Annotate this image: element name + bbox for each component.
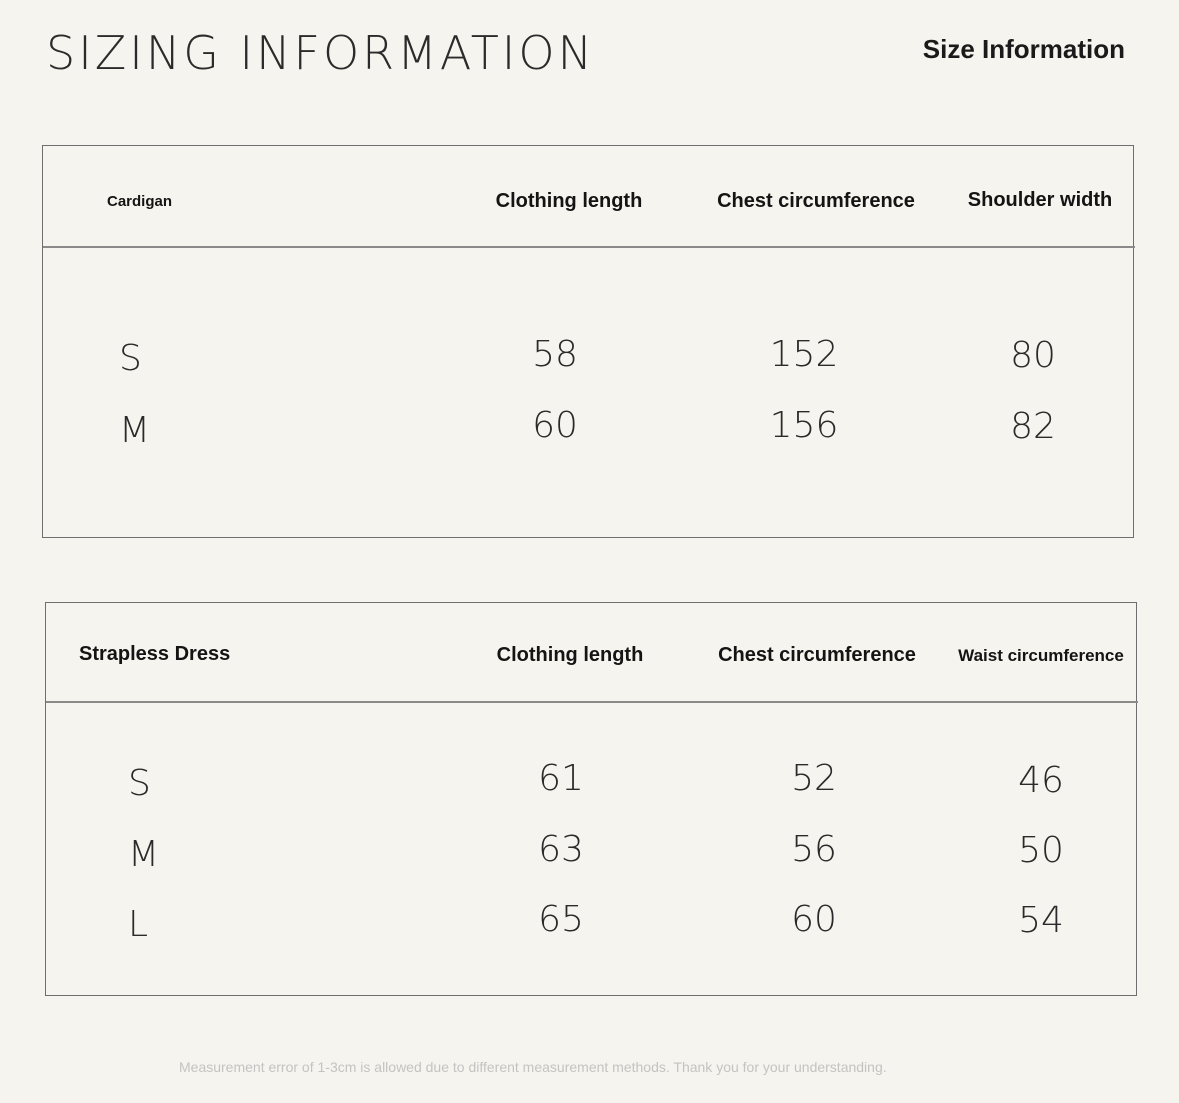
table-cell: 52 <box>791 758 837 799</box>
column-header: Shoulder width <box>967 189 1113 211</box>
size-label: S <box>119 338 142 379</box>
table-cell: 56 <box>791 829 837 870</box>
page-subtitle: Size Information <box>922 34 1125 64</box>
table-cell: 60 <box>791 899 837 940</box>
table-cell: 80 <box>1010 335 1056 376</box>
size-label: M <box>128 834 160 875</box>
page-title: SIZING INFORMATION <box>46 26 595 80</box>
table-cell: 54 <box>1018 900 1064 941</box>
table-cell: 65 <box>538 899 584 940</box>
table-name: Strapless Dress <box>79 643 231 665</box>
table-cell: 50 <box>1018 830 1064 871</box>
table-name: Cardigan <box>107 193 173 210</box>
column-header: Chest circumference <box>717 190 915 212</box>
header-divider <box>46 701 1138 703</box>
column-header: Clothing length <box>496 644 644 666</box>
table-cell: 46 <box>1018 760 1064 801</box>
table-cell: 63 <box>538 829 584 870</box>
column-header: Clothing length <box>495 190 643 212</box>
measurement-note: Measurement error of 1-3cm is allowed due to different measurement methods. Thank you for your understanding. <box>179 1059 887 1075</box>
size-label: M <box>119 410 151 451</box>
table-cell: 61 <box>538 758 584 799</box>
column-header: Waist circumference <box>958 646 1124 665</box>
size-label: S <box>128 763 151 804</box>
cardigan-size-table <box>42 145 1134 538</box>
table-cell: 58 <box>532 334 578 375</box>
table-cell: 156 <box>769 405 839 446</box>
header-divider <box>43 246 1135 248</box>
table-cell: 82 <box>1010 406 1056 447</box>
table-cell: 60 <box>532 405 578 446</box>
column-header: Chest circumference <box>718 644 916 666</box>
strapless-dress-size-table <box>45 602 1137 996</box>
table-cell: 152 <box>769 334 839 375</box>
size-label: L <box>128 904 149 945</box>
